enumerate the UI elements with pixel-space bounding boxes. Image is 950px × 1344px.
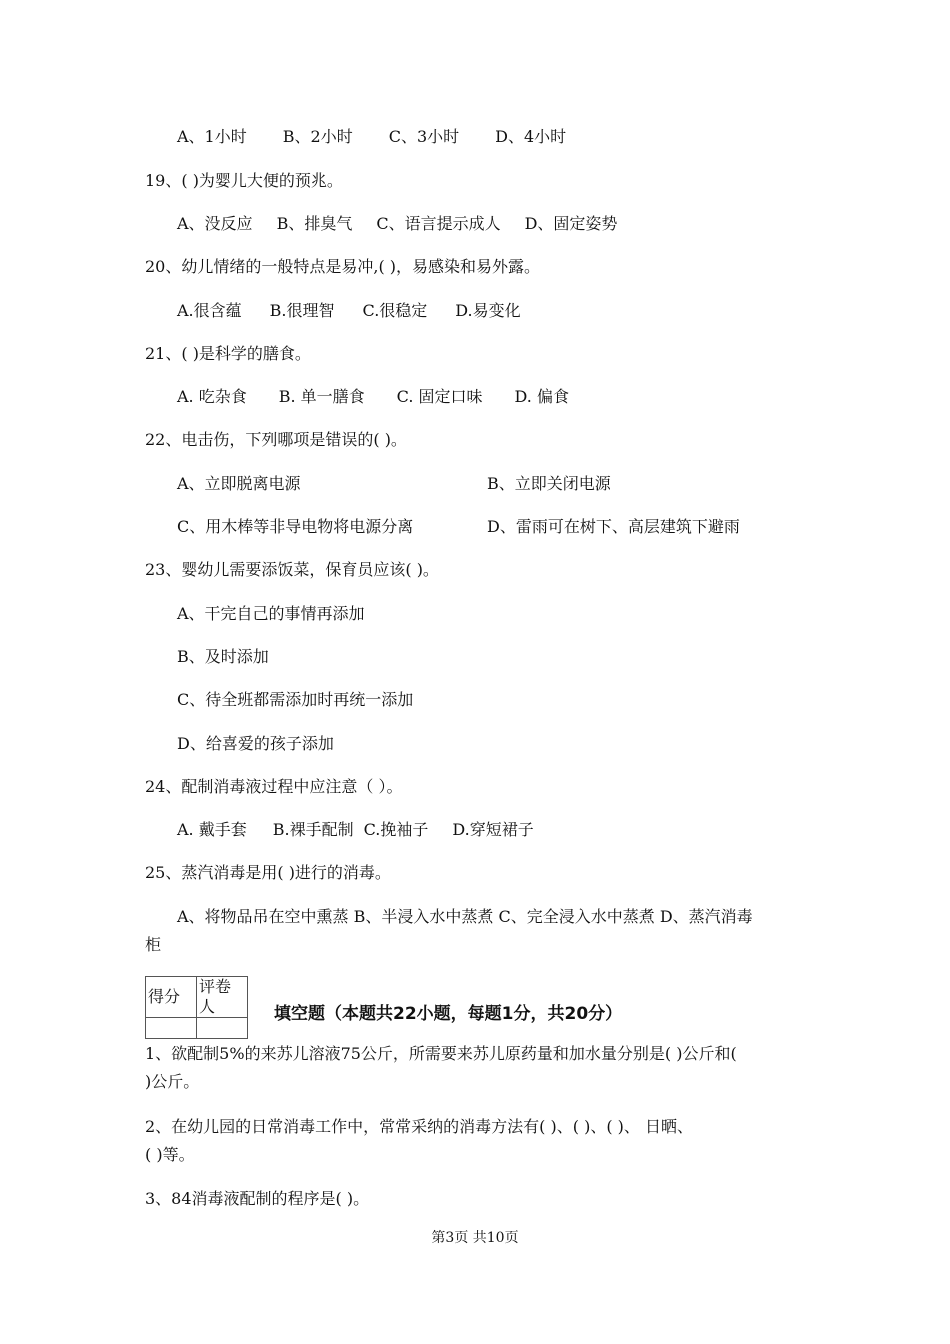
q21-option-a: A. 吃杂食 xyxy=(177,387,247,406)
score-table xyxy=(145,976,248,1039)
q22-option-d: D、雷雨可在树下、高层建筑下避雨 xyxy=(487,517,740,536)
q24-option-b: B.裸手配制 xyxy=(272,820,354,839)
grader-cell xyxy=(197,1018,248,1039)
q19-option-c: C、语言提示成人 xyxy=(376,214,501,233)
q25-stem: 25、蒸汽消毒是用( )进行的消毒。 xyxy=(145,863,391,882)
q25-options-line1: A、将物品吊在空中熏蒸 B、半浸入水中蒸煮 C、完全浸入水中蒸煮 D、蒸汽消毒 xyxy=(177,907,753,926)
fill-q1-line2: )公斤。 xyxy=(145,1072,200,1091)
q21-stem: 21、( )是科学的膳食。 xyxy=(145,344,311,363)
q24-option-a: A. 戴手套 xyxy=(177,820,247,839)
q24-options xyxy=(177,819,534,841)
q23-option-a: A、干完自己的事情再添加 xyxy=(177,604,365,623)
fill-q3: 3、84消毒液配制的程序是( )。 xyxy=(145,1189,370,1208)
q19-stem: 19、( )为婴儿大便的预兆。 xyxy=(145,171,343,190)
q25-options-line2: 柜 xyxy=(145,935,162,954)
q22-stem: 22、电击伤，下列哪项是错误的( )。 xyxy=(145,430,407,449)
q21-options xyxy=(177,386,569,408)
q19-option-d: D、固定姿势 xyxy=(524,214,618,233)
q18-option-c: C、3小时 xyxy=(388,127,460,146)
q20-option-a: A.很含蕴 xyxy=(177,301,242,320)
score-header: 得分 xyxy=(146,977,197,1018)
q20-options xyxy=(177,300,521,322)
fill-q2-line2: ( )等。 xyxy=(145,1145,195,1164)
q19-option-b: B、排臭气 xyxy=(276,214,353,233)
q18-option-d: D、4小时 xyxy=(495,127,567,146)
fill-q1-line1: 1、欲配制5%的来苏儿溶液75公斤，所需要来苏儿原药量和加水量分别是( )公斤和( xyxy=(145,1044,737,1063)
q21-option-d: D. 偏食 xyxy=(514,387,569,406)
q21-option-b: B. 单一膳食 xyxy=(278,387,365,406)
score-cell xyxy=(146,1018,197,1039)
q24-option-c: C.挽袖子 xyxy=(363,820,429,839)
q24-stem: 24、配制消毒液过程中应注意（ ）。 xyxy=(145,777,403,796)
fill-q2-line1: 2、在幼儿园的日常消毒工作中，常常采纳的消毒方法有( )、( )、( )、 日晒、 xyxy=(145,1117,693,1136)
page-footer: 第3页 共10页 xyxy=(431,1230,519,1246)
q18-option-b: B、2小时 xyxy=(282,127,353,146)
q23-option-b: B、及时添加 xyxy=(177,647,269,666)
q18-option-a: A、1小时 xyxy=(177,127,247,146)
grader-header: 评卷人 xyxy=(197,977,248,1018)
q19-options xyxy=(177,213,617,235)
q24-option-d: D.穿短裙子 xyxy=(452,820,534,839)
q22-option-a: A、立即脱离电源 xyxy=(177,474,301,493)
q20-stem: 20、幼儿情绪的一般特点是易冲,( )，易感染和易外露。 xyxy=(145,257,541,276)
section-title: 填空题（本题共22小题，每题1分，共20分） xyxy=(274,1004,623,1024)
q23-option-c: C、待全班都需添加时再统一添加 xyxy=(177,690,414,709)
q20-option-d: D.易变化 xyxy=(455,301,521,320)
q21-option-c: C. 固定口味 xyxy=(396,387,483,406)
q19-option-a: A、没反应 xyxy=(177,214,253,233)
q20-option-b: B.很理智 xyxy=(269,301,335,320)
q22-option-c: C、用木棒等非导电物将电源分离 xyxy=(177,517,414,536)
q22-option-b: B、立即关闭电源 xyxy=(487,474,611,493)
q23-option-d: D、给喜爱的孩子添加 xyxy=(177,734,334,753)
q20-option-c: C.很稳定 xyxy=(362,301,428,320)
q23-stem: 23、婴幼儿需要添饭菜，保育员应该( )。 xyxy=(145,560,439,579)
q18-options xyxy=(177,126,566,148)
